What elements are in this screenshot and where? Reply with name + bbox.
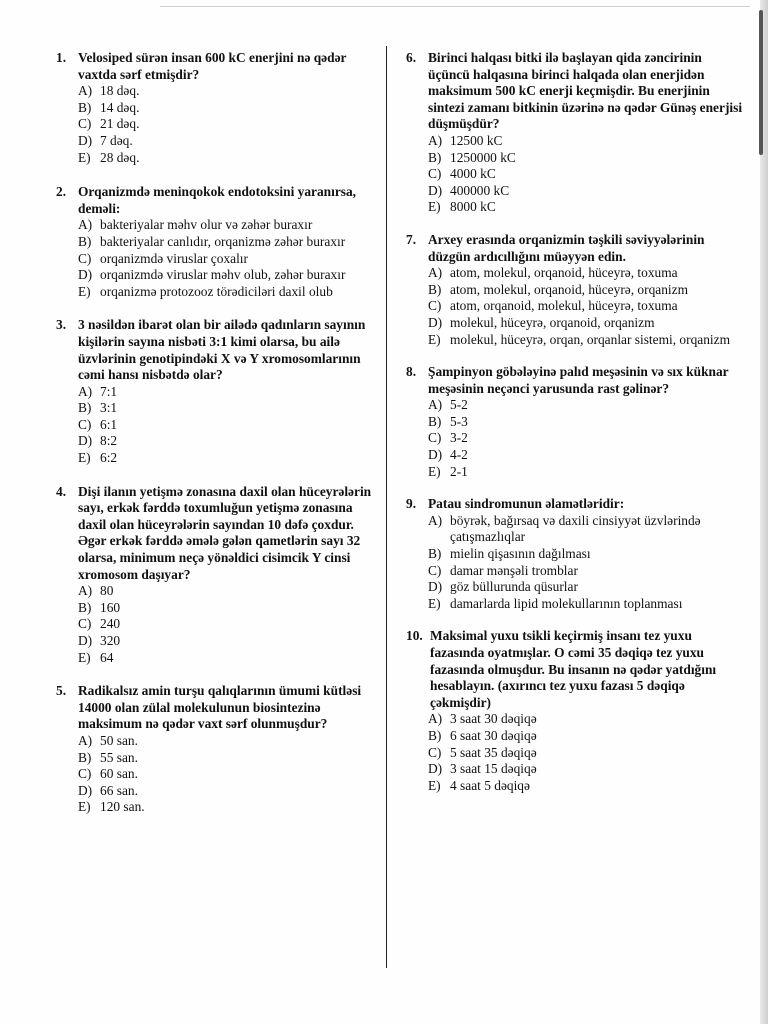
answer-option: A) 5-2 xyxy=(428,397,468,413)
answer-option: D) 8:2 xyxy=(78,433,118,449)
question-number: 2. xyxy=(56,184,67,200)
answer-option: D) 3 saat 15 dəqiqə xyxy=(428,761,537,777)
answer-option: E) 64 xyxy=(78,649,114,665)
answer-option: A) 7:1 xyxy=(78,383,118,399)
answer-option: B) 6 saat 30 dəqiqə xyxy=(428,727,537,743)
question-number: 8. xyxy=(406,364,417,380)
answer-option: A) 3 saat 30 dəqiqə xyxy=(428,711,537,727)
right-column xyxy=(406,50,746,794)
question-number: 4. xyxy=(56,483,67,499)
answer-option: A) 50 san. xyxy=(78,732,138,748)
question-number: 3. xyxy=(56,317,67,333)
answer-option: B) 1250000 kC xyxy=(428,149,516,165)
question-text: Dişi ilanın yetişmə zonasına daxil olan hüceyrələrin sayı, erkək fərddə toxumluğun yetişmə zonasına daxil olan hüceyrələrin sayından 10 dəfə çoxdur. Əgər erkək fərddə əmələ gələn qametlərin sayı 32 olarsa, minimum neçə yönəldici cisimcik Y cinsi xromosom daşıyar? xyxy=(78,483,372,582)
question-3 xyxy=(56,317,376,466)
question-number: 10. xyxy=(406,628,423,644)
column-divider xyxy=(386,46,387,968)
answer-option: E) molekul, hüceyrə, orqan, orqanlar sistemi, orqanizm xyxy=(428,331,731,347)
question-text: Radikalsız amin turşu qalıqlarının ümumi kütləsi 14000 olan zülal molekulunun biosintezinə maksimum nə qədər vaxt sərf olunmuşdur? xyxy=(78,683,362,732)
question-number: 1. xyxy=(56,50,67,65)
answer-option: A) 18 dəq. xyxy=(78,83,140,99)
question-9 xyxy=(406,496,746,612)
question-text: Arxey erasında orqanizmin təşkili səviyyələrinin düzgün ardıcıllığını müəyyən edin. xyxy=(428,231,705,264)
question-number: 9. xyxy=(406,496,417,512)
answer-option: C) atom, orqanoid, molekul, hüceyrə, toxuma xyxy=(428,298,678,314)
question-10 xyxy=(406,628,746,794)
question-number: 7. xyxy=(406,231,417,247)
answer-option: E) 2-1 xyxy=(428,463,468,479)
answer-option: D) 66 san. xyxy=(78,782,138,798)
question-5 xyxy=(56,683,376,816)
left-column xyxy=(56,50,376,816)
question-4 xyxy=(56,484,376,667)
answer-option: C) 4000 kC xyxy=(428,166,496,182)
question-7 xyxy=(406,232,746,348)
answer-option: B) 160 xyxy=(78,599,121,615)
answer-option: A) böyrək, bağırsaq və daxili cinsiyyət üzvlərində çatışmazlıqlar xyxy=(428,512,701,545)
answer-option: B) bakteriyalar canlıdır, orqanizmə zəhər buraxır xyxy=(78,233,346,249)
answer-option: C) orqanizmdə viruslar çoxalır xyxy=(78,250,248,266)
answer-option: B) mielin qişasının dağılması xyxy=(428,546,591,562)
question-text: Patau sindromunun əlamətləridir: xyxy=(428,496,625,512)
question-1 xyxy=(56,50,376,166)
answer-option: E) 8000 kC xyxy=(428,199,496,215)
top-edge-line xyxy=(160,6,750,7)
question-2 xyxy=(56,184,376,300)
question-number: 6. xyxy=(406,50,417,65)
answer-option: D) göz büllurunda qüsurlar xyxy=(428,579,578,595)
answer-option: B) 55 san. xyxy=(78,749,138,765)
question-6 xyxy=(406,50,746,216)
answer-option: C) damar mənşəli tromblar xyxy=(428,562,578,578)
answer-option: E) damarlarda lipid molekullarının toplanması xyxy=(428,595,683,611)
answer-option: D) 400000 kC xyxy=(428,182,510,198)
question-text: Velosiped sürən insan 600 kC enerjini nə qədər vaxtda sərf etmişdir? xyxy=(78,50,347,82)
answer-option: A) 12500 kC xyxy=(428,132,503,148)
answer-option: E) 28 dəq. xyxy=(78,149,140,165)
answer-option: E) orqanizmə protozooz törədiciləri daxil olub xyxy=(78,283,333,299)
answer-option: D) 7 dəq. xyxy=(78,132,133,148)
answer-option: C) 6:1 xyxy=(78,416,118,432)
answer-option: E) 4 saat 5 dəqiqə xyxy=(428,777,530,793)
answer-option: C) 60 san. xyxy=(78,766,138,782)
answer-option: E) 6:2 xyxy=(78,450,118,466)
answer-option: B) 14 dəq. xyxy=(78,99,140,115)
scroll-indicator[interactable] xyxy=(759,10,763,155)
answer-option: E) 120 san. xyxy=(78,799,145,815)
answer-option: B) 5-3 xyxy=(428,413,468,429)
answer-option: C) 21 dəq. xyxy=(78,116,140,132)
answer-option: A) 80 xyxy=(78,583,114,599)
answer-option: D) molekul, hüceyrə, orqanoid, orqanizm xyxy=(428,314,655,330)
answer-option: C) 5 saat 35 dəqiqə xyxy=(428,744,537,760)
answer-option: D) 4-2 xyxy=(428,447,468,463)
question-text: 3 nəsildən ibarət olan bir ailədə qadınların sayının kişilərin sayına nisbəti 3:1 kimi olarsa, bu ailə üzvlərinin genotipindəki X və Y xromosomlarının cəmi hansı nisbətdə olar? xyxy=(78,317,366,383)
question-text: Birinci halqası bitki ilə başlayan qida zəncirinin üçüncü halqasına birinci halqada olan enerjidən maksimum 500 kC enerji keçmişdir. Bu enerjinin sintezi zamanı bitkinin üzərinə nə qədər Günəş enerjisi düşmüşdür? xyxy=(428,50,743,132)
answer-option: A) atom, molekul, orqanoid, hüceyrə, toxuma xyxy=(428,265,678,281)
question-number: 5. xyxy=(56,683,67,699)
answer-option: B) 3:1 xyxy=(78,400,118,416)
answer-option: D) orqanizmdə viruslar məhv olub, zəhər buraxır xyxy=(78,267,346,283)
answer-option: A) bakteriyalar məhv olur və zəhər buraxır xyxy=(78,217,313,233)
question-text: Maksimal yuxu tsikli keçirmiş insanı tez yuxu fazasında oyatmışlar. O cəmi 35 dəqiqə tez yuxu fazasında olmuşdur. Bu insanın nə qədər yatdığını hesablayın. (axırıncı tez yuxu fazası 5 dəqiqə çəkmişdir) xyxy=(430,628,717,710)
answer-option: C) 240 xyxy=(78,616,121,632)
answer-option: C) 3-2 xyxy=(428,430,468,446)
question-text: Şampinyon göbələyinə palıd meşəsinin və sıx küknar meşəsinin neçənci yarusunda rast gəlinər? xyxy=(428,364,729,396)
question-text: Orqanizmdə meninqokok endotoksini yaranırsa, deməli: xyxy=(78,184,357,216)
answer-option: B) atom, molekul, orqanoid, hüceyrə, orqanizm xyxy=(428,281,688,297)
answer-option: D) 320 xyxy=(78,633,121,648)
question-8 xyxy=(406,364,746,480)
